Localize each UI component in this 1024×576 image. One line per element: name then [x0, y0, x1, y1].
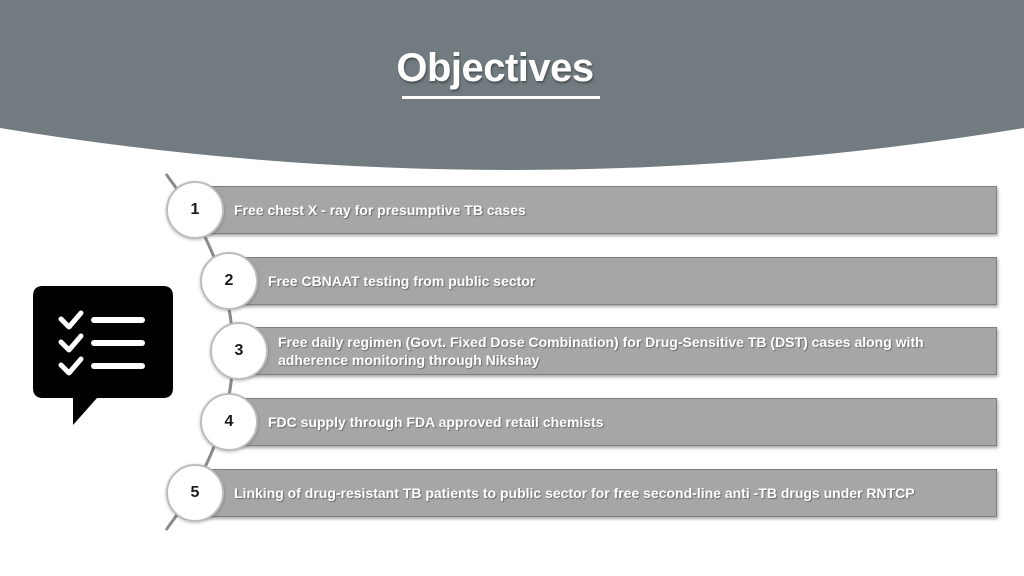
objective-bar-1: [196, 186, 997, 234]
objective-bar-3: [240, 327, 997, 375]
objective-text-1: Free chest X - ray for presumptive TB cases: [234, 202, 526, 218]
checklist-speech-bubble-icon: [33, 286, 173, 428]
objective-number-3: 3: [210, 322, 268, 380]
objective-text-4: FDC supply through FDA approved retail chemists: [268, 414, 604, 430]
objective-text-2: Free CBNAAT testing from public sector: [268, 273, 536, 289]
objective-text-5: Linking of drug-resistant TB patients to public sector for free second-line anti -TB drugs under RNTCP: [234, 485, 915, 501]
objective-bar-4: [230, 398, 997, 446]
objective-bar-2: [230, 257, 997, 305]
objective-number-1: 1: [166, 181, 224, 239]
objective-bar-5: [196, 469, 997, 517]
objective-text-3: Free daily regimen (Govt. Fixed Dose Combination) for Drug-Sensitive TB (DST) cases along with adherence monitoring through Nikshay: [278, 334, 924, 368]
objective-number-5: 5: [166, 464, 224, 522]
objective-number-2: 2: [200, 252, 258, 310]
page-title: Objectives: [396, 46, 594, 90]
objective-number-4: 4: [200, 393, 258, 451]
